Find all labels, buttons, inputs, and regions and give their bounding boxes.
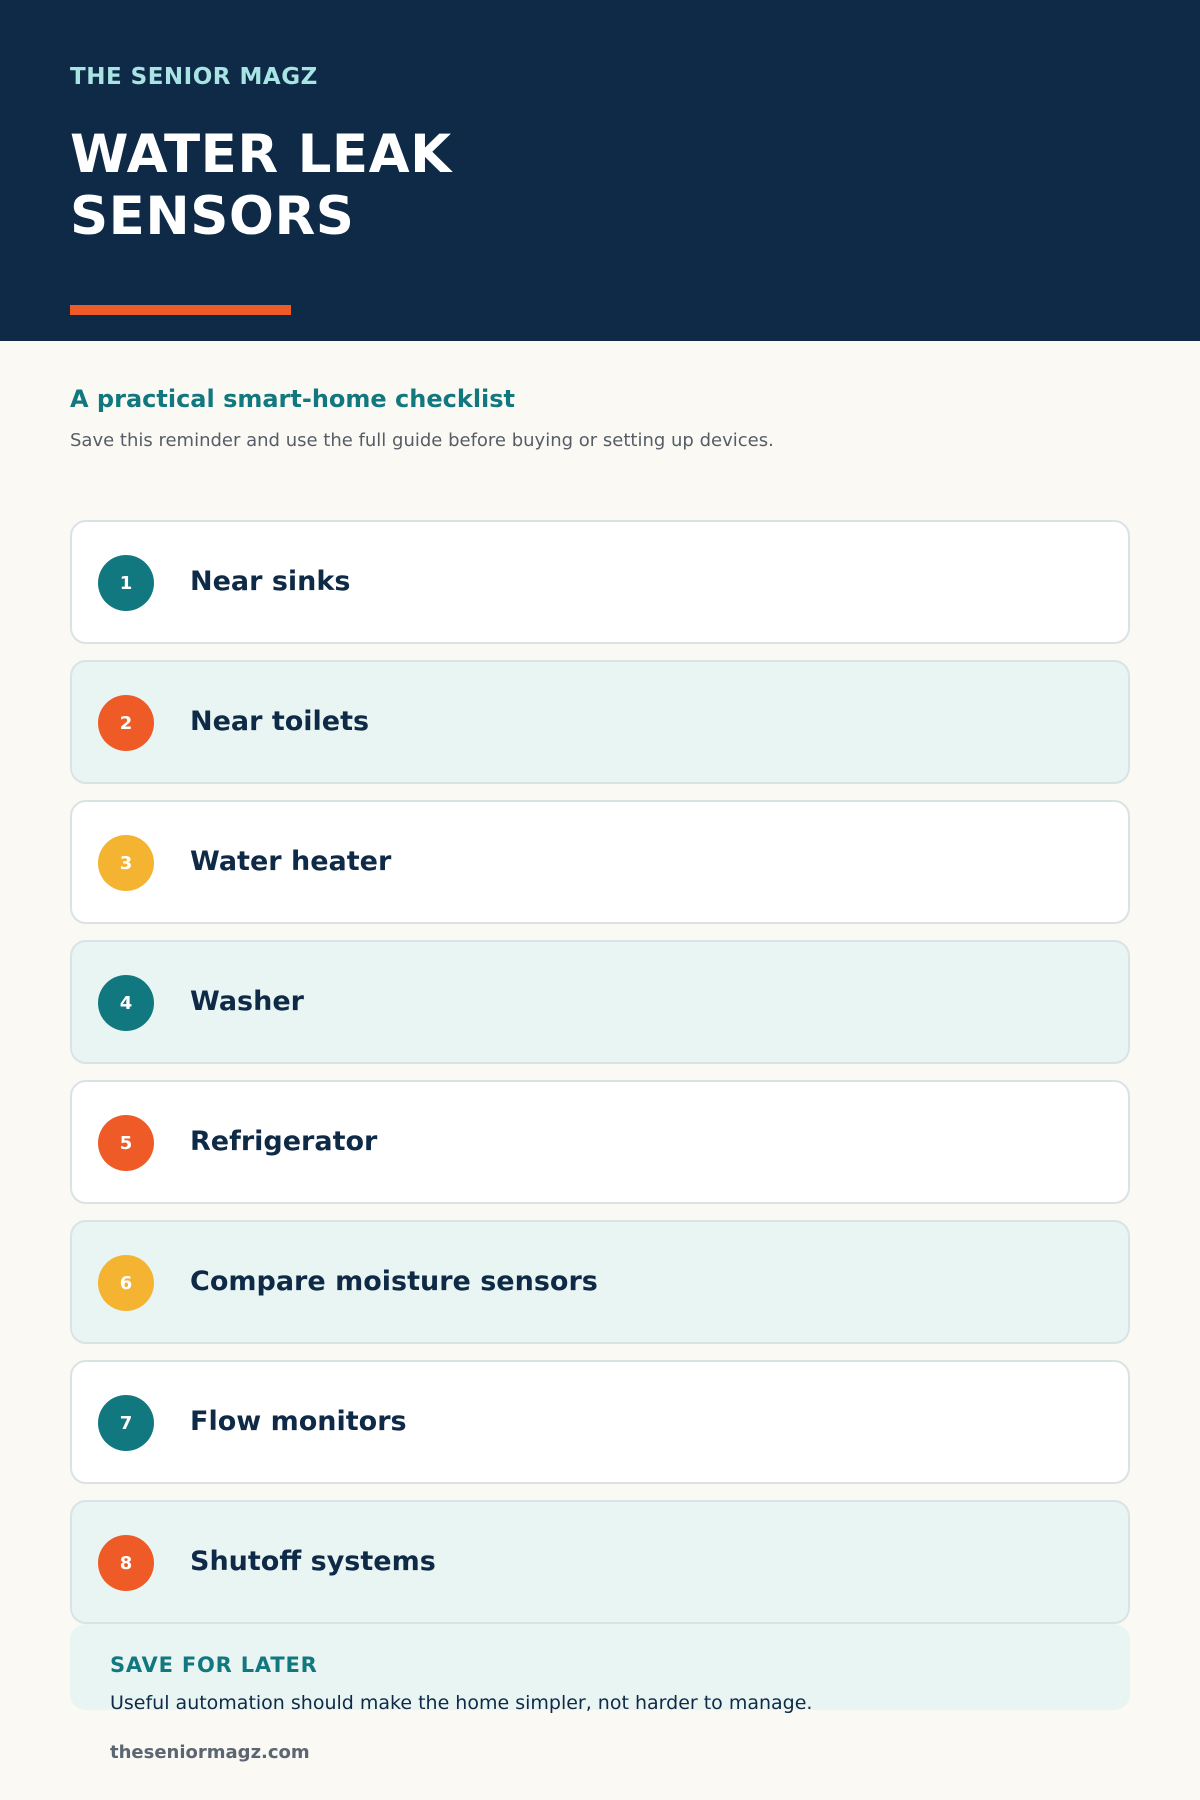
- checklist-subtitle: A practical smart-home checklist: [70, 385, 516, 413]
- number-badge: 4: [98, 975, 154, 1031]
- accent-divider: [70, 305, 291, 315]
- number-badge: 3: [98, 835, 154, 891]
- number-badge: 8: [98, 1535, 154, 1591]
- page-title: [70, 124, 770, 248]
- checklist-item: [70, 1220, 1130, 1344]
- checklist-item-label: Washer: [190, 986, 304, 1017]
- checklist-item: [70, 1080, 1130, 1204]
- checklist: [70, 520, 1130, 1640]
- number-badge: 1: [98, 555, 154, 611]
- header-banner: [0, 0, 1200, 341]
- checklist-item: [70, 1360, 1130, 1484]
- checklist-item-label: Compare moisture sensors: [190, 1266, 598, 1297]
- number-badge: 7: [98, 1395, 154, 1451]
- save-for-later-title: SAVE FOR LATER: [110, 1653, 318, 1677]
- checklist-item: [70, 800, 1130, 924]
- brand-name: THE SENIOR MAGZ: [70, 64, 318, 90]
- save-for-later-text: Useful automation should make the home simpler, not harder to manage.: [110, 1692, 813, 1714]
- checklist-item-label: Water heater: [190, 846, 392, 877]
- checklist-item: [70, 1500, 1130, 1624]
- checklist-item-label: Near toilets: [190, 706, 370, 737]
- checklist-item-label: Shutoff systems: [190, 1546, 436, 1577]
- checklist-item: [70, 520, 1130, 644]
- website-link[interactable]: theseniormagz.com: [110, 1742, 310, 1763]
- checklist-item-label: Flow monitors: [190, 1406, 407, 1437]
- number-badge: 2: [98, 695, 154, 751]
- number-badge: 5: [98, 1115, 154, 1171]
- intro-text: Save this reminder and use the full guide before buying or setting up devices.: [70, 430, 774, 451]
- page-title-line-2: SENSORS: [70, 186, 355, 247]
- checklist-item-label: Near sinks: [190, 566, 351, 597]
- page-title-line-1: WATER LEAK: [70, 124, 452, 185]
- checklist-item-label: Refrigerator: [190, 1126, 378, 1157]
- number-badge: 6: [98, 1255, 154, 1311]
- checklist-item: [70, 660, 1130, 784]
- checklist-item: [70, 940, 1130, 1064]
